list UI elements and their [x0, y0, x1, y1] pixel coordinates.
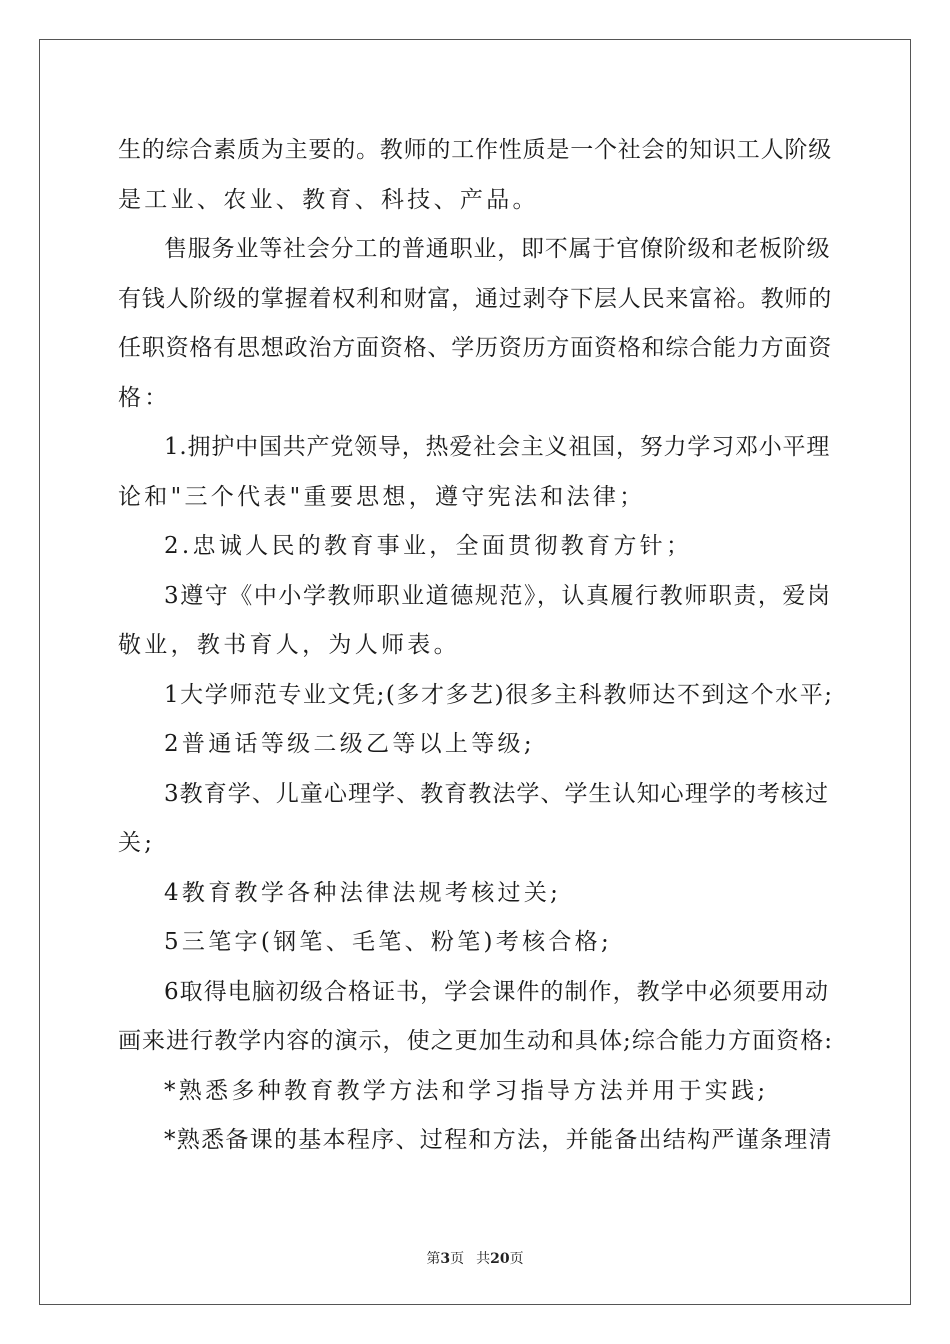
footer-total-prefix: 共: [476, 1251, 491, 1267]
text-line-2: 是工业、农业、教育、科技、产品。: [118, 186, 539, 213]
text-line-5: 任职资格有思想政治方面资格、学历资历方面资格和综合能力方面资: [118, 335, 832, 361]
text-line-8: 论和"三个代表"重要思想，遵守宪法和法律；: [118, 483, 646, 510]
text-line-9: 2.忠诚人民的教育事业，全面贯彻教育方针；: [164, 533, 693, 559]
text-line-18: 6取得电脑初级合格证书，学会课件的制作，教学中必须要用动: [164, 978, 830, 1005]
current-page-number: 3: [440, 1251, 451, 1267]
footer-page-suffix: 页: [450, 1251, 465, 1267]
text-line-12: 1大学师范专业文凭;(多才多艺)很多主科教师达不到这个水平;: [164, 681, 834, 708]
text-line-15: 关;: [118, 830, 156, 856]
text-line-19: 画来进行教学内容的演示，使之更加生动和具体;综合能力方面资格:: [118, 1028, 834, 1054]
text-line-4: 有钱人阶级的掌握着权利和财富，通过剥夺下层人民来富裕。教师的: [118, 285, 832, 312]
footer-prefix: 第: [426, 1251, 441, 1267]
page-footer: [0, 1248, 950, 1268]
text-line-3: 售服务业等社会分工的普通职业，即不属于官僚阶级和老板阶级: [164, 236, 831, 262]
text-line-14: 3教育学、儿童心理学、教育教法学、学生认知心理学的考核过: [164, 780, 830, 807]
text-line-1: 生的综合素质为主要的。教师的工作性质是一个社会的知识工人阶级: [118, 137, 832, 163]
text-line-7: 1.拥护中国共产党领导，热爱社会主义祖国，努力学习邓小平理: [164, 434, 831, 460]
text-line-10: 3遵守《中小学教师职业道德规范》，认真履行教师职责，爱岗: [164, 582, 832, 609]
text-line-13: 2普通话等级二级乙等以上等级;: [164, 731, 535, 757]
text-line-17: 5三笔字(钢笔、毛笔、粉笔)考核合格;: [164, 929, 613, 955]
total-pages-number: 20: [490, 1251, 510, 1267]
text-line-21: *熟悉备课的基本程序、过程和方法，并能备出结构严谨条理清: [164, 1127, 833, 1153]
text-line-20: *熟悉多种教育教学方法和学习指导方法并用于实践;: [164, 1077, 769, 1104]
text-line-11: 敬业，教书育人，为人师表。: [118, 632, 460, 658]
text-line-16: 4教育教学各种法律法规考核过关;: [164, 879, 562, 906]
footer-total-suffix: 页: [509, 1251, 524, 1267]
document-body: [118, 126, 834, 1166]
text-line-6: 格：: [118, 384, 171, 411]
